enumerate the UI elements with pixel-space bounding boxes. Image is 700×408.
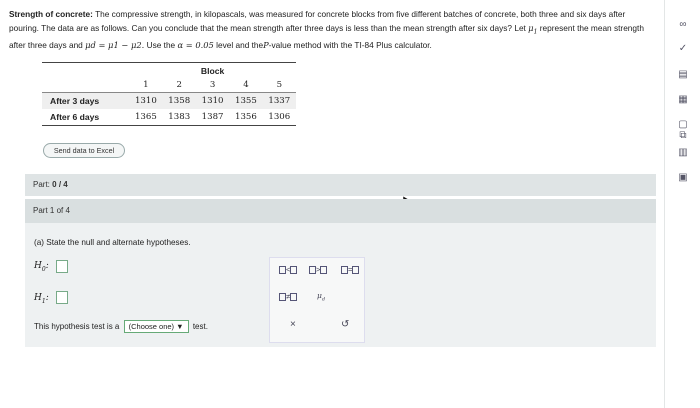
part-header: Part 1 of 4 bbox=[25, 199, 656, 223]
h0-label: $H_0$: bbox=[34, 261, 49, 273]
row-label: After 3 days bbox=[42, 93, 129, 110]
problem-title: Strength of concrete: bbox=[9, 9, 93, 19]
send-to-excel-button[interactable]: Send data to Excel bbox=[43, 143, 125, 158]
undo-button[interactable] bbox=[341, 319, 349, 330]
table-cell: 1355 bbox=[229, 93, 262, 110]
part-panel bbox=[25, 199, 656, 347]
table-row bbox=[42, 109, 296, 126]
part-progress-value: 0 / 4 bbox=[52, 180, 68, 189]
part-progress-bar bbox=[25, 174, 656, 196]
table-cell: 1356 bbox=[229, 109, 262, 126]
mu1-symbol: $\mu_1$ bbox=[528, 22, 538, 36]
table-cell: 1306 bbox=[263, 109, 296, 126]
mud-formula: μd = μ1 − μ2. bbox=[85, 39, 145, 50]
part-progress-label: Part: 0 / 4 bbox=[33, 180, 68, 189]
close-icon: × bbox=[290, 319, 296, 330]
grid-icon[interactable]: ▣ bbox=[678, 172, 688, 183]
test-type-line: This hypothesis test is a (Choose one) ▼ test. bbox=[34, 322, 208, 331]
copy-icon[interactable]: ⧉ bbox=[679, 130, 687, 141]
calculator-icon[interactable]: ▦ bbox=[678, 94, 688, 105]
row-label: After 6 days bbox=[42, 109, 129, 126]
column-header: 3 bbox=[196, 78, 229, 93]
check-icon[interactable]: ✓ bbox=[678, 43, 688, 54]
greater-than-template-button[interactable]: > bbox=[309, 265, 327, 274]
problem-text-5: -value method with the TI-84 Plus calculator. bbox=[268, 39, 432, 50]
equals-template-button[interactable]: = bbox=[341, 265, 359, 274]
table-header-block: Block bbox=[129, 63, 296, 79]
message-icon[interactable]: ▢ bbox=[678, 119, 688, 130]
data-table bbox=[42, 62, 296, 126]
problem-text-4: level and the bbox=[216, 39, 264, 50]
p-symbol: P bbox=[263, 39, 269, 50]
table-cell: 1310 bbox=[196, 93, 229, 110]
right-toolbar bbox=[664, 0, 700, 408]
dropdown-arrow-icon: ▼ bbox=[176, 322, 184, 331]
question-text: (a) State the null and alternate hypotheses. bbox=[34, 238, 191, 247]
table-row bbox=[42, 93, 296, 110]
column-header: 1 bbox=[129, 78, 162, 93]
table-cell: 1310 bbox=[129, 93, 162, 110]
mu-d-button[interactable]: $\mu_d$ bbox=[317, 291, 326, 303]
column-header: 4 bbox=[229, 78, 262, 93]
alpha-value: α = 0.05 bbox=[177, 39, 214, 50]
h0-answer-box[interactable] bbox=[56, 260, 68, 273]
column-header: 5 bbox=[263, 78, 296, 93]
problem-text-2: represent the mean strength after three days and bbox=[9, 22, 644, 50]
table-cell: 1387 bbox=[196, 109, 229, 126]
not-equal-template-button[interactable]: ≠ bbox=[279, 292, 297, 301]
link-icon[interactable]: ∞ bbox=[679, 19, 687, 30]
column-header: 2 bbox=[163, 78, 196, 93]
table-cell: 1365 bbox=[129, 109, 162, 126]
table-cell: 1358 bbox=[163, 93, 196, 110]
book-icon[interactable]: ▤ bbox=[678, 69, 688, 80]
problem-text-1: The compressive strength, in kilopascals, was measured for concrete blocks from five different batches of concrete, both three and six days after pouring. The data are as follows. Can you conclude that the mean strength after three days is less than the mean strength after six days? Let bbox=[9, 9, 626, 33]
test-type-select[interactable]: (Choose one) ▼ bbox=[124, 320, 189, 333]
clear-button[interactable] bbox=[290, 319, 296, 330]
table-cell: 1337 bbox=[263, 93, 296, 110]
h1-answer-box[interactable] bbox=[56, 291, 68, 304]
problem-statement bbox=[9, 8, 657, 52]
chart-icon[interactable]: ▥ bbox=[678, 147, 688, 158]
undo-icon: ↺ bbox=[341, 319, 350, 330]
symbol-palette bbox=[269, 257, 365, 343]
problem-text-3: Use the bbox=[146, 39, 176, 50]
table-cell: 1383 bbox=[163, 109, 196, 126]
less-than-template-button[interactable]: < bbox=[279, 265, 297, 274]
h1-label: $H_1$: bbox=[34, 293, 49, 305]
